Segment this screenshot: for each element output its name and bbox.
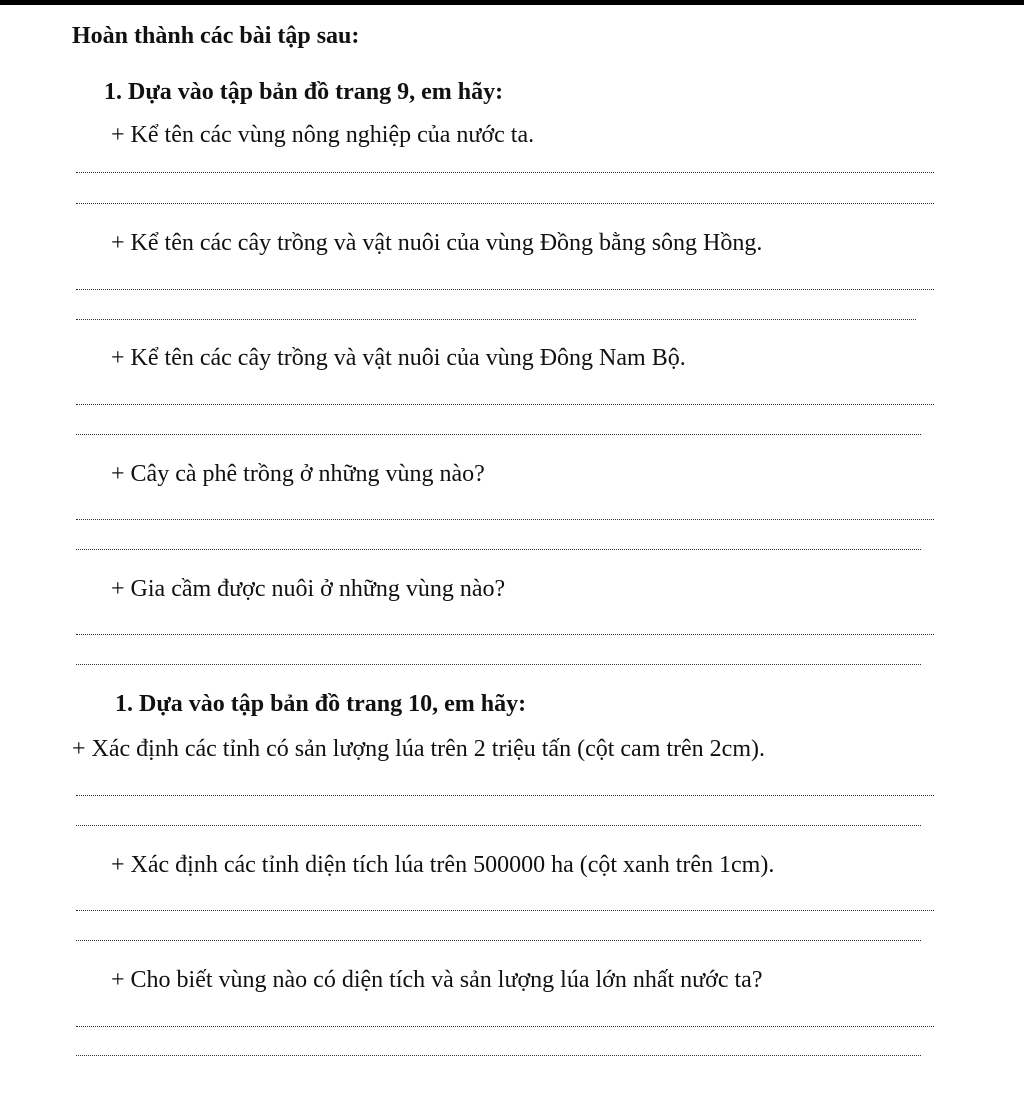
question-2-3: + Cho biết vùng nào có diện tích và sản lượng lúa lớn nhất nước ta? [111,967,763,993]
answer-line[interactable] [76,434,921,435]
answer-line[interactable] [76,172,934,173]
section-2-title: 1. Dựa vào tập bản đồ trang 10, em hãy: [115,691,527,717]
answer-line[interactable] [76,289,934,290]
answer-line[interactable] [76,940,921,941]
question-1-4: + Cây cà phê trồng ở những vùng nào? [111,461,485,487]
answer-line[interactable] [76,549,921,550]
question-1-3: + Kể tên các cây trồng và vật nuôi của vùng Đông Nam Bộ. [111,345,686,371]
answer-line[interactable] [76,319,916,320]
question-1-5: + Gia cầm được nuôi ở những vùng nào? [111,576,506,602]
question-1-2: + Kể tên các cây trồng và vật nuôi của vùng Đồng bằng sông Hồng. [111,230,763,256]
answer-line[interactable] [76,825,921,826]
question-1-1: + Kể tên các vùng nông nghiệp của nước ta. [111,122,535,148]
answer-line[interactable] [76,1026,934,1027]
answer-line[interactable] [76,519,934,520]
answer-line[interactable] [76,1055,921,1056]
question-2-1: + Xác định các tỉnh có sản lượng lúa trên 2 triệu tấn (cột cam trên 2cm). [72,736,765,762]
section-1-title: 1. Dựa vào tập bản đồ trang 9, em hãy: [104,79,504,105]
answer-line[interactable] [76,203,934,204]
answer-line[interactable] [76,634,934,635]
worksheet-heading: Hoàn thành các bài tập sau: [72,23,360,49]
question-2-2: + Xác định các tỉnh diện tích lúa trên 500000 ha (cột xanh trên 1cm). [111,852,775,878]
answer-line[interactable] [76,664,921,665]
answer-line[interactable] [76,910,934,911]
answer-line[interactable] [76,404,934,405]
answer-line[interactable] [76,795,934,796]
